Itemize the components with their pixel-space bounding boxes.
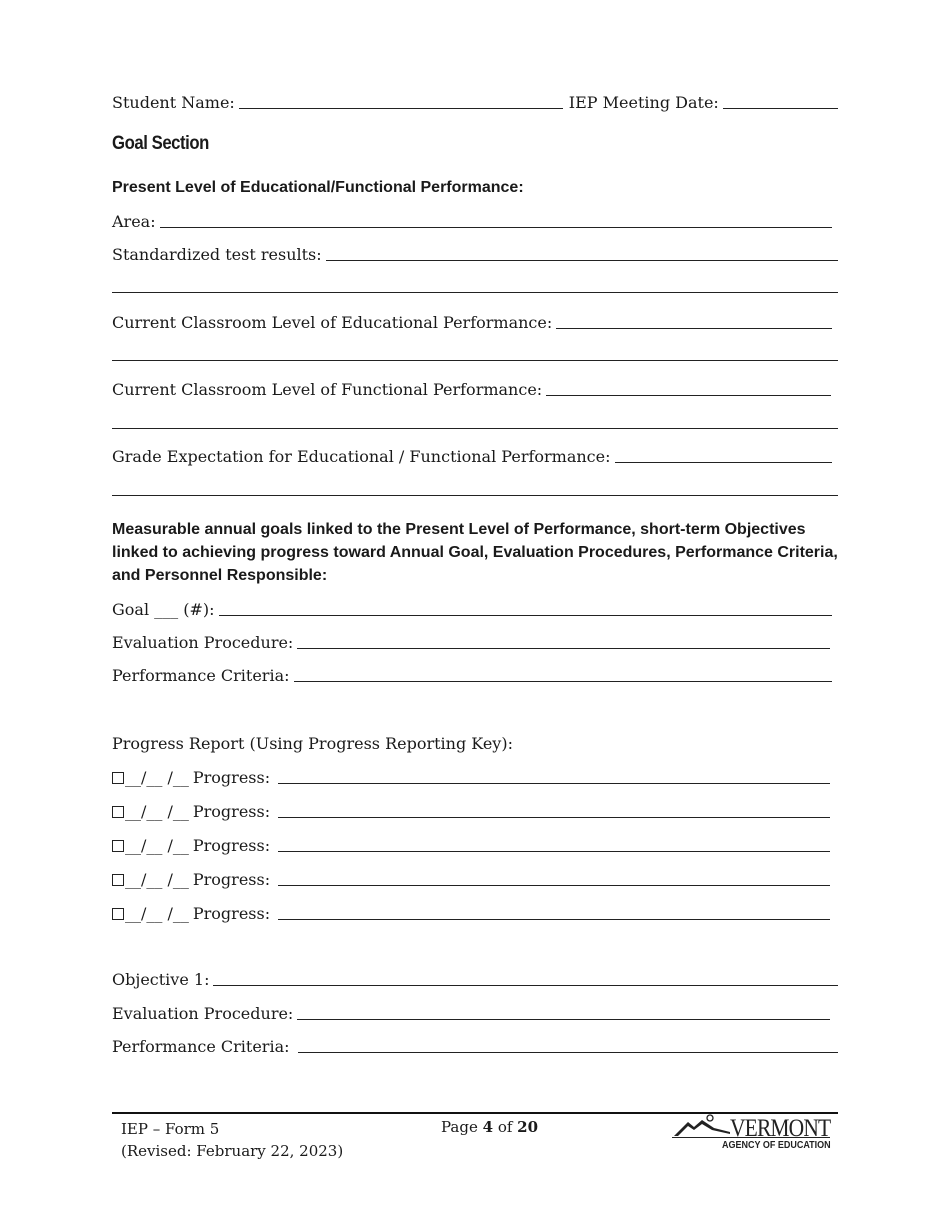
- student-name-field[interactable]: [239, 108, 563, 109]
- progress-date[interactable]: __/__ /__: [125, 802, 189, 821]
- progress-label: Progress:: [192, 836, 271, 855]
- goal-evaluation-label: Evaluation Procedure:: [112, 633, 294, 652]
- page-prefix: Page: [441, 1118, 483, 1136]
- progress-date[interactable]: __/__ /__: [125, 768, 189, 787]
- classroom-functional-continuation-line[interactable]: [112, 428, 838, 429]
- grade-expectation-field[interactable]: [615, 462, 833, 463]
- form-page: [112, 0, 838, 1230]
- standardized-label: Standardized test results:: [112, 245, 322, 264]
- objective-row: [112, 963, 838, 989]
- goal-evaluation-field[interactable]: [297, 648, 830, 649]
- area-label: Area:: [112, 212, 156, 231]
- area-row: [112, 205, 838, 231]
- progress-field[interactable]: [278, 817, 830, 818]
- footer-form-info: [121, 1118, 343, 1162]
- progress-checkbox[interactable]: [112, 874, 124, 886]
- objective-criteria-label: Performance Criteria:: [112, 1037, 290, 1056]
- objective-evaluation-row: [112, 997, 838, 1023]
- progress-label: Progress:: [192, 870, 271, 889]
- objective-field[interactable]: [213, 985, 838, 986]
- progress-entry: [112, 795, 838, 821]
- logo-subtext: AGENCY OF EDUCATION: [722, 1140, 831, 1151]
- header-row: [112, 86, 838, 112]
- progress-label: Progress:: [192, 802, 271, 821]
- grade-expectation-row: [112, 440, 838, 466]
- classroom-functional-row: [112, 373, 838, 399]
- goal-section-title: Goal Section: [112, 133, 209, 154]
- progress-entry: [112, 829, 838, 855]
- vermont-aoe-logo: [672, 1113, 834, 1155]
- goal-label: Goal ___ (#):: [112, 600, 215, 619]
- goal-row: [112, 593, 838, 619]
- classroom-functional-label: Current Classroom Level of Functional Performance:: [112, 380, 543, 399]
- student-name-label: Student Name:: [112, 93, 235, 112]
- objective-evaluation-field[interactable]: [297, 1019, 830, 1020]
- classroom-educational-field[interactable]: [556, 328, 832, 329]
- page-total: 20: [517, 1118, 539, 1136]
- progress-date[interactable]: __/__ /__: [125, 870, 189, 889]
- progress-entry: [112, 761, 838, 787]
- progress-date[interactable]: __/__ /__: [125, 836, 189, 855]
- goal-evaluation-row: [112, 626, 838, 652]
- progress-label: Progress:: [192, 904, 271, 923]
- standardized-field[interactable]: [326, 260, 838, 261]
- classroom-educational-row: [112, 306, 838, 332]
- logo-text: VERMONT: [730, 1115, 831, 1142]
- iep-meeting-date-label: IEP Meeting Date:: [568, 93, 719, 112]
- goal-criteria-row: [112, 659, 838, 685]
- progress-date[interactable]: __/__ /__: [125, 904, 189, 923]
- progress-field[interactable]: [278, 783, 830, 784]
- goal-field[interactable]: [219, 615, 832, 616]
- page-current: 4: [482, 1118, 494, 1136]
- plep-heading: Present Level of Educational/Functional Performance:: [112, 179, 524, 196]
- grade-expectation-label: Grade Expectation for Educational / Functional Performance:: [112, 447, 611, 466]
- goal-criteria-label: Performance Criteria:: [112, 666, 290, 685]
- objective-criteria-row: [112, 1030, 838, 1056]
- goals-heading: Measurable annual goals linked to the Present Level of Performance, short-term Objectives linked to achieving progress toward Annual Goal, Evaluation Procedures, Performance Criteria, and Personnel Responsible:: [112, 521, 838, 584]
- standardized-continuation-line[interactable]: [112, 292, 838, 293]
- mountain-icon: [672, 1113, 732, 1139]
- page-of: of: [493, 1118, 518, 1136]
- progress-entry: [112, 897, 838, 923]
- footer-revised-date: (Revised: February 22, 2023): [121, 1142, 344, 1160]
- classroom-educational-continuation-line[interactable]: [112, 360, 838, 361]
- progress-checkbox[interactable]: [112, 908, 124, 920]
- logo-divider: [672, 1137, 830, 1138]
- page-number: [441, 1118, 538, 1136]
- progress-heading-text: Progress Report (Using Progress Reporting Key):: [112, 734, 513, 753]
- standardized-row: [112, 238, 838, 264]
- area-field[interactable]: [160, 227, 832, 228]
- footer-form-name: IEP – Form 5: [121, 1120, 220, 1138]
- progress-entry: [112, 863, 838, 889]
- objective-criteria-field[interactable]: [298, 1052, 839, 1053]
- iep-meeting-date-field[interactable]: [723, 108, 838, 109]
- classroom-functional-field[interactable]: [546, 395, 831, 396]
- grade-expectation-continuation-line[interactable]: [112, 495, 838, 496]
- progress-heading: [112, 727, 838, 753]
- progress-field[interactable]: [278, 919, 830, 920]
- objective-label: Objective 1:: [112, 970, 210, 989]
- progress-label: Progress:: [192, 768, 271, 787]
- progress-checkbox[interactable]: [112, 840, 124, 852]
- progress-checkbox[interactable]: [112, 772, 124, 784]
- progress-field[interactable]: [278, 885, 830, 886]
- objective-evaluation-label: Evaluation Procedure:: [112, 1004, 294, 1023]
- goal-criteria-field[interactable]: [294, 681, 833, 682]
- progress-field[interactable]: [278, 851, 830, 852]
- progress-checkbox[interactable]: [112, 806, 124, 818]
- classroom-educational-label: Current Classroom Level of Educational Performance:: [112, 313, 553, 332]
